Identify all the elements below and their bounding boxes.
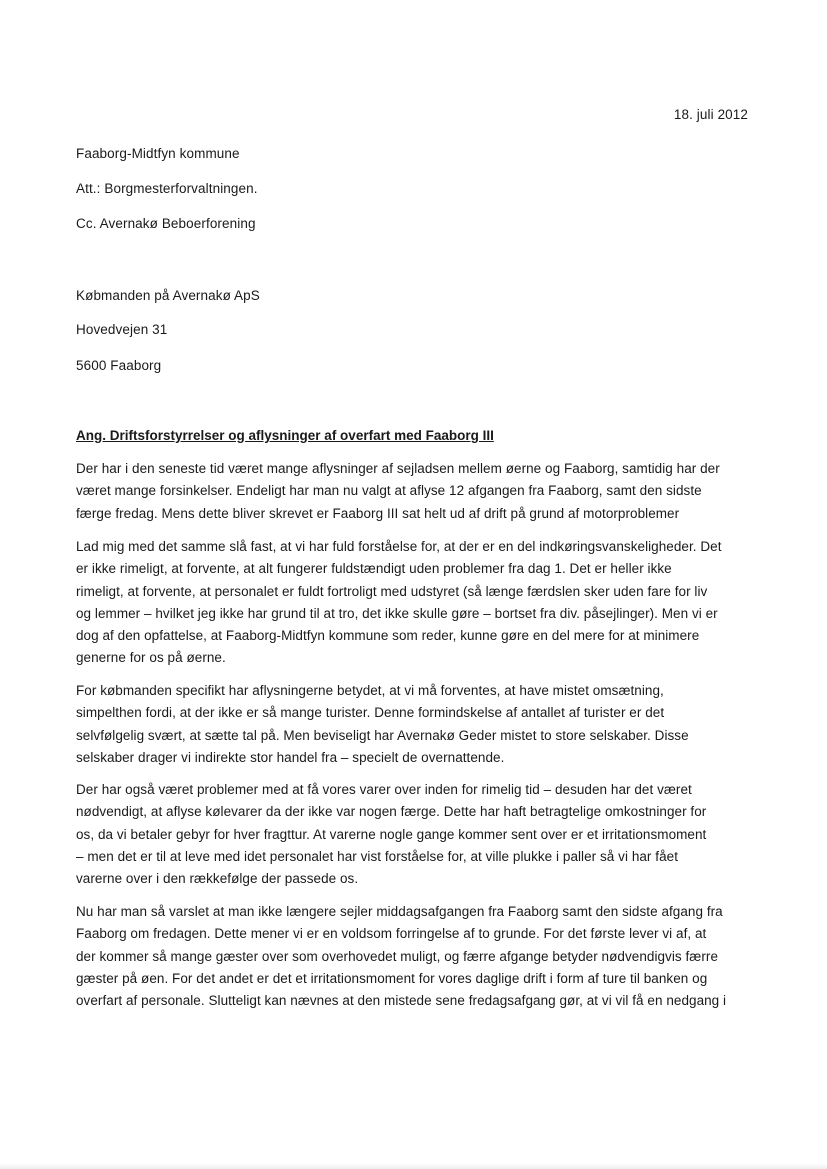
paragraph-line: Lad mig med det samme slå fast, at vi har fuld forståelse for, at der er en del indkøringsvanskeligheder. Det [76,539,722,554]
paragraph-line: Der har også været problemer med at få vores varer over inden for rimelig tid – desuden har det været [76,782,692,797]
paragraph-line: overfart af personale. Slutteligt kan nævnes at den mistede sene fredagsafgang gør, at vi vil få en nedgang i [76,993,727,1009]
paragraph-line: gæster på øen. For det andet er det et irritationsmoment for vores daglige drift i form af ture til banken og [76,970,708,986]
sender-name: Købmanden på Avernakø ApS [76,288,260,303]
paragraph-line: varerne over i den rækkefølge der passede os. [76,871,359,887]
sender-city: 5600 Faaborg [76,358,162,373]
paragraph-line: Nu har man så varslet at man ikke længere sejler middagsafgangen fra Faaborg samt den sidste afgang fra [76,904,723,919]
paragraph-2 [76,536,756,670]
scan-edge-shadow [0,1163,827,1169]
paragraph-line: For købmanden specifikt har aflysningerne betydet, at vi må forventes, at have mistet omsætning, [76,683,664,698]
letter-subject: Ang. Driftsforstyrrelser og aflysninger af overfart med Faaborg III [76,428,494,443]
paragraph-line: simpelthen fordi, at der ikke er så mange turister. Denne formindskelse af antallet af turister er det [76,705,665,721]
recipient-line-1: Faaborg-Midtfyn kommune [76,146,240,161]
recipient-line-3: Cc. Avernakø Beboerforening [76,216,256,231]
sender-street: Hovedvejen 31 [76,322,168,337]
paragraph-line: været mange forsinkelser. Endeligt har man nu valgt at aflyse 12 afgangen fra Faaborg, samt den sidste [76,483,702,499]
paragraph-1 [76,458,756,525]
paragraph-line: selvfølgelig svært, at sætte tal på. Men beviseligt har Avernakø Geder mistet to store selskaber. Disse [76,727,689,743]
paragraph-5 [76,901,756,1012]
paragraph-line: nødvendigt, at aflyse kølevarer da der ikke var nogen færge. Dette har haft betragtelige omkostninger for [76,804,707,820]
paragraph-line: – men det er til at leve med idet personalet har vist forståelse for, at ville plukke i paller så vi har fået [76,848,678,864]
paragraph-line: os, da vi betaler gebyr for hver fragttur. At varerne nogle gange kommer sent over er et irritationsmoment [76,826,707,842]
recipient-line-2: Att.: Borgmesterforvaltningen. [76,181,258,196]
paragraph-line: er ikke rimeligt, at forvente, at alt fungerer fuldstændigt uden problemer fra dag 1. Det er heller ikke [76,561,672,577]
paragraph-line: generne for os på øerne. [76,650,226,666]
paragraph-line: rimeligt, at forvente, at personalet er fuldt fortroligt med udstyret (så længe færdslen sker uden fare for liv [76,583,708,599]
paragraph-line: dog af den opfattelse, at Faaborg-Midtfyn kommune som reder, kunne gøre en del mere for at minimere [76,628,700,644]
paragraph-line: selskaber drager vi indirekte stor handel fra – specielt de overnattende. [76,749,505,765]
paragraph-4 [76,779,756,890]
paragraph-line: og lemmer – hvilket jeg ikke har grund til at tro, det ikke skulle gøre – bortset fra div. påsejlinger). Men vi er [76,605,718,621]
paragraph-line: færge fredag. Mens dette bliver skrevet er Faaborg III sat helt ud af drift på grund af motorproblemer [76,505,680,521]
paragraph-3 [76,680,756,769]
paragraph-line: Der har i den seneste tid været mange aflysninger af sejladsen mellem øerne og Faaborg, samtidig har der [76,461,720,476]
paragraph-line: Faaborg om fredagen. Dette mener vi er en voldsom forringelse af to grunde. For det første lever vi af, at [76,926,707,942]
letter-date: 18. juli 2012 [673,107,748,122]
paragraph-line: der kommer så mange gæster over som overhovedet muligt, og færre afgange betyder nødvendigvis færre [76,948,718,964]
